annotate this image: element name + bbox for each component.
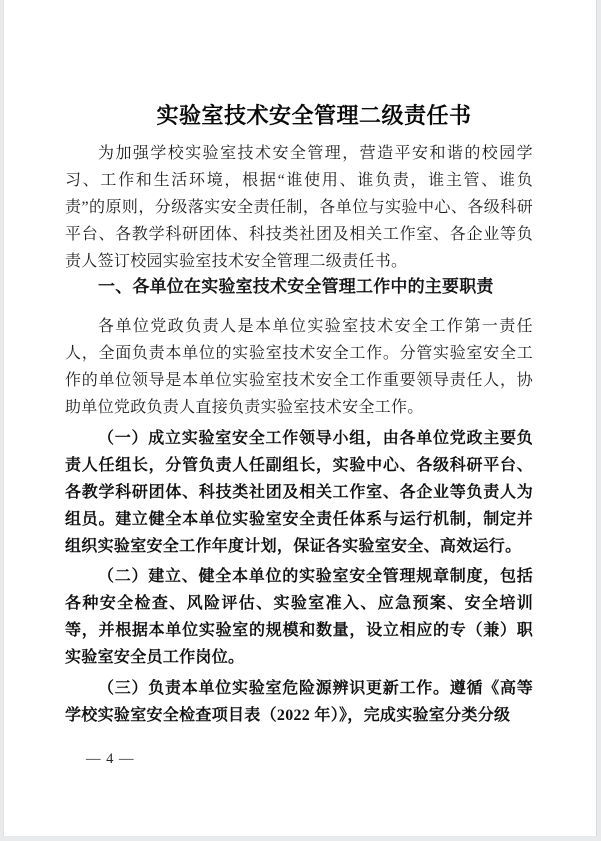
document-page <box>3 0 597 836</box>
page-number: — 4 — <box>86 751 135 767</box>
intro-paragraph: 为加强学校实验室技术安全管理，营造平安和谐的校园学习、工作和生活环境，根据“谁使用、谁负责，谁主管、谁负责”的原则，分级落实安全责任制，各单位与实验中心、各级科研平台、各教学科研团体、科技类社团及相关工作室、各企业等负责人签订校园实验室技术安全管理二级责任书。 <box>65 145 533 270</box>
document-title: 实验室技术安全管理二级责任书 <box>156 103 472 128</box>
duty-item-2: （二）建立、健全本单位的实验室安全管理规章制度，包括各种安全检查、风险评估、实验室准入、应急预案、安全培训等，并根据本单位实验室的规模和数量，设立相应的专（兼）职实验室安全员工作岗位。 <box>65 568 533 666</box>
section-1-intro-paragraph: 各单位党政负责人是本单位实验室技术安全工作第一责任人，全面负责本单位的实验室技术安全工作。分管实验室安全工作的单位领导是本单位实验室技术安全工作重要领导责任人，协助单位党政负责人直接负责实验室技术安全工作。 <box>65 318 533 416</box>
duty-item-3: （三）负责本单位实验室危险源辨识更新工作。遵循《高等学校实验室安全检查项目表（2022 年）》，完成实验室分类分级 <box>65 680 533 724</box>
duty-item-1: （一）成立实验室安全工作领导小组，由各单位党政主要负责人任组长，分管负责人任副组长，实验中心、各级科研平台、各教学科研团体、科技类社团及相关工作室、各企业等负责人为组员。建立健全本单位实验室安全责任体系与运行机制，制定并组织实验室安全工作年度计划，保证各实验室安全、高效运行。 <box>65 430 533 555</box>
section-1-heading: 一、各单位在实验室技术安全管理工作中的主要职责 <box>98 277 494 296</box>
